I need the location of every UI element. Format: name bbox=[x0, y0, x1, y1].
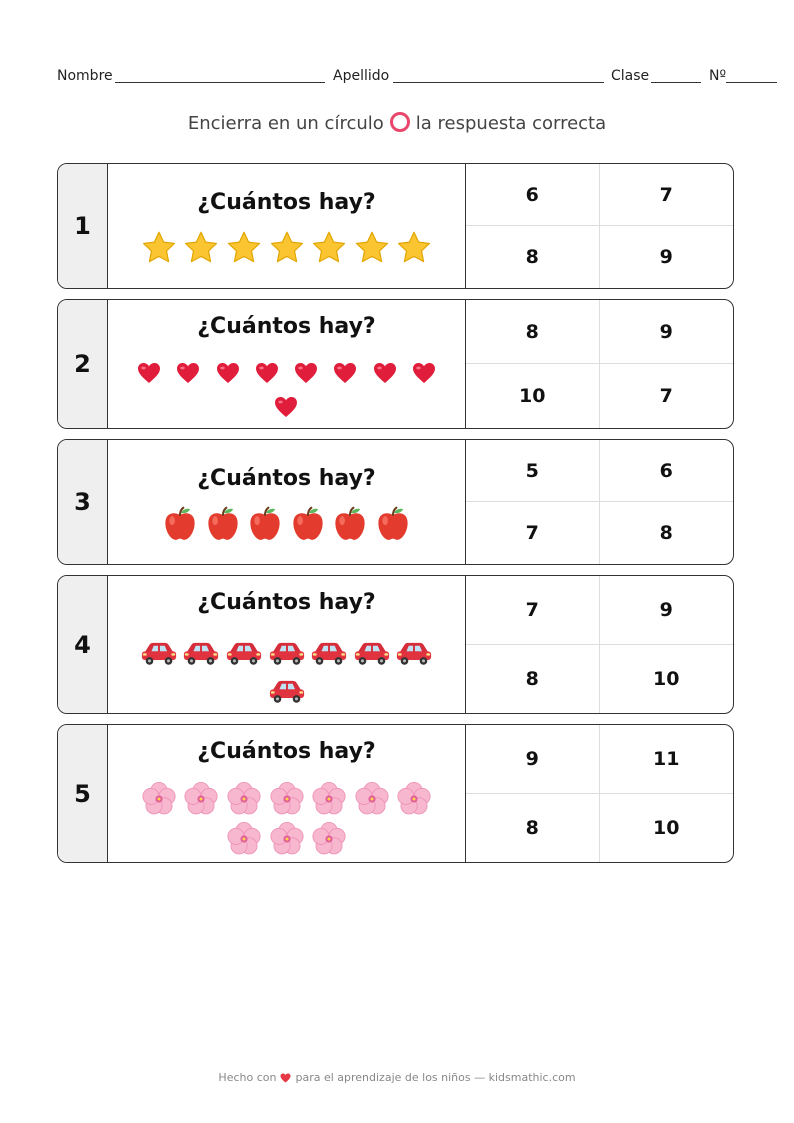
apple-icon bbox=[372, 504, 415, 544]
star-icon bbox=[223, 228, 266, 268]
answer-option[interactable]: 10 bbox=[466, 364, 600, 428]
question-area bbox=[108, 576, 466, 713]
car-icon bbox=[350, 634, 393, 672]
answer-option[interactable]: 8 bbox=[466, 300, 600, 364]
question-title: ¿Cuántos hay? bbox=[197, 190, 376, 215]
answer-option[interactable]: 11 bbox=[600, 725, 734, 794]
answer-option[interactable]: 7 bbox=[466, 502, 600, 564]
heart-icon bbox=[208, 356, 247, 390]
heart-icon bbox=[169, 356, 208, 390]
answer-grid bbox=[466, 164, 733, 288]
clase-field[interactable] bbox=[611, 68, 649, 84]
exercise-number: 3 bbox=[58, 440, 108, 564]
heart-icon bbox=[287, 356, 326, 390]
question-area bbox=[108, 300, 466, 428]
answer-grid bbox=[466, 440, 733, 564]
exercise-card bbox=[57, 575, 734, 714]
answer-option[interactable]: 8 bbox=[466, 645, 600, 714]
answer-grid bbox=[466, 300, 733, 428]
exercise-number: 5 bbox=[58, 725, 108, 862]
item-group bbox=[128, 779, 445, 859]
exercise-number: 2 bbox=[58, 300, 108, 428]
question-area bbox=[108, 725, 466, 862]
star-icon bbox=[137, 228, 180, 268]
answer-option[interactable]: 10 bbox=[653, 816, 680, 839]
question-title: ¿Cuántos hay? bbox=[197, 314, 376, 339]
apellido-label: Apellido bbox=[333, 68, 390, 84]
instruction bbox=[0, 112, 794, 134]
star-icon bbox=[265, 228, 308, 268]
item-group bbox=[128, 634, 445, 710]
apple-icon bbox=[244, 504, 287, 544]
flower-icon bbox=[265, 819, 308, 859]
instruction-text-after: la respuesta correcta bbox=[415, 113, 607, 134]
answer-option[interactable]: 9 bbox=[600, 300, 734, 364]
car-icon bbox=[265, 634, 308, 672]
exercise-card bbox=[57, 439, 734, 565]
answer-option[interactable]: 9 bbox=[659, 246, 673, 268]
question-area bbox=[108, 164, 466, 288]
star-icon bbox=[350, 228, 393, 268]
exercise-number: 4 bbox=[58, 576, 108, 713]
exercise-card bbox=[57, 299, 734, 429]
star-icon bbox=[393, 228, 436, 268]
footer-text-before: Hecho con bbox=[218, 1071, 277, 1084]
answer-option[interactable]: 10 bbox=[653, 667, 680, 690]
heart-icon bbox=[404, 356, 443, 390]
question-title: ¿Cuántos hay? bbox=[197, 739, 376, 764]
heart-icon bbox=[365, 356, 404, 390]
heart-icon bbox=[280, 1073, 291, 1086]
question-title: ¿Cuántos hay? bbox=[197, 466, 376, 491]
car-icon bbox=[393, 634, 436, 672]
circle-outline-icon bbox=[390, 112, 410, 132]
star-icon bbox=[180, 228, 223, 268]
flower-icon bbox=[223, 819, 266, 859]
question-area bbox=[108, 440, 466, 564]
footer bbox=[0, 1071, 794, 1086]
item-group bbox=[128, 228, 445, 268]
apple-icon bbox=[287, 504, 330, 544]
answer-option[interactable]: 6 bbox=[466, 164, 600, 226]
answer-option[interactable]: 8 bbox=[466, 226, 600, 288]
flower-icon bbox=[223, 779, 266, 819]
answer-grid bbox=[466, 725, 733, 862]
question-title: ¿Cuántos hay? bbox=[197, 590, 376, 615]
nombre-label: Nombre bbox=[57, 68, 113, 84]
answer-option[interactable]: 7 bbox=[600, 164, 734, 226]
numero-line[interactable] bbox=[726, 68, 777, 88]
flower-icon bbox=[308, 819, 351, 859]
answer-grid bbox=[466, 576, 733, 713]
numero-label: Nº bbox=[709, 68, 727, 84]
flower-icon bbox=[265, 779, 308, 819]
heart-icon bbox=[267, 390, 306, 424]
answer-option[interactable]: 6 bbox=[600, 440, 734, 502]
clase-line[interactable] bbox=[651, 68, 701, 88]
answer-option[interactable]: 8 bbox=[659, 522, 673, 544]
car-icon bbox=[265, 672, 308, 710]
heart-icon bbox=[129, 356, 168, 390]
apellido-line[interactable] bbox=[393, 68, 604, 88]
flower-icon bbox=[180, 779, 223, 819]
car-icon bbox=[180, 634, 223, 672]
numero-field[interactable] bbox=[709, 68, 726, 84]
exercise-number: 1 bbox=[58, 164, 108, 288]
flower-icon bbox=[393, 779, 436, 819]
apple-icon bbox=[159, 504, 202, 544]
nombre-field[interactable] bbox=[57, 68, 113, 84]
apellido-field[interactable] bbox=[333, 68, 389, 84]
answer-option[interactable]: 5 bbox=[466, 440, 600, 502]
footer-text-after: para el aprendizaje de los niños — kidsmathic.com bbox=[295, 1071, 576, 1084]
car-icon bbox=[223, 634, 266, 672]
flower-icon bbox=[350, 779, 393, 819]
exercise-card bbox=[57, 163, 734, 289]
student-info-header bbox=[57, 68, 777, 90]
answer-option[interactable]: 9 bbox=[600, 576, 734, 645]
car-icon bbox=[308, 634, 351, 672]
apple-icon bbox=[329, 504, 372, 544]
instruction-text-before: Encierra en un círculo bbox=[187, 113, 384, 134]
apple-icon bbox=[201, 504, 244, 544]
answer-option[interactable]: 9 bbox=[466, 725, 600, 794]
flower-icon bbox=[308, 779, 351, 819]
heart-icon bbox=[326, 356, 365, 390]
answer-option[interactable]: 8 bbox=[466, 794, 600, 863]
item-group bbox=[128, 356, 445, 424]
exercise-card bbox=[57, 724, 734, 863]
answer-option[interactable]: 7 bbox=[466, 576, 600, 645]
star-icon bbox=[308, 228, 351, 268]
answer-option[interactable]: 7 bbox=[659, 385, 673, 407]
nombre-line[interactable] bbox=[115, 68, 325, 88]
item-group bbox=[128, 504, 445, 544]
heart-icon bbox=[247, 356, 286, 390]
flower-icon bbox=[137, 779, 180, 819]
clase-label: Clase bbox=[611, 68, 650, 84]
car-icon bbox=[137, 634, 180, 672]
